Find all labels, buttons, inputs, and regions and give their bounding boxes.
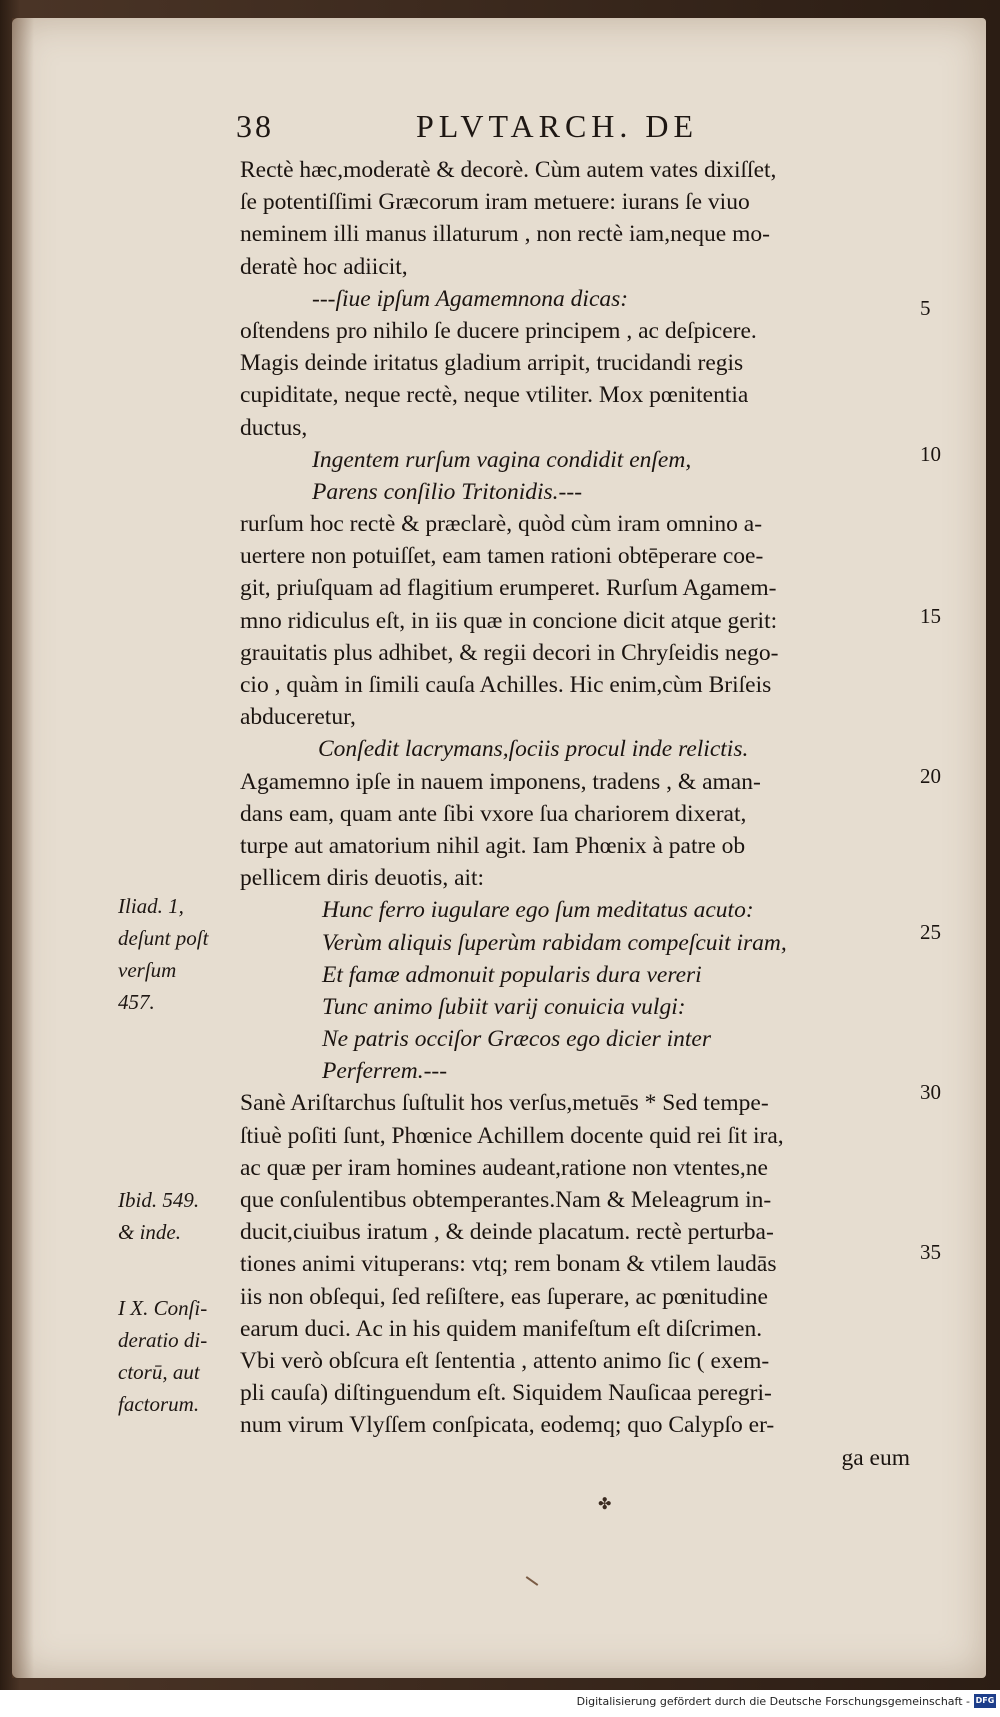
margin-note-line: verſum <box>118 958 177 982</box>
page-number: 38 <box>236 108 274 144</box>
text-line: que conſulentibus obtemperantes.Nam & Meleagrum in- <box>240 1187 772 1213</box>
text-line: tiones animi vituperans: vtq; rem bonam & vtilem laudās <box>240 1251 777 1278</box>
text-line: pellicem diris deuotis, ait: <box>240 865 485 892</box>
text-line: pli cauſa) diſtinguendum eſt. Siquidem Nauſicaa peregri- <box>240 1380 772 1407</box>
margin-note <box>118 1184 199 1248</box>
main-text <box>240 154 920 1474</box>
text-line: Magis deinde iritatus gladium arripit, trucidandi regis <box>240 350 744 377</box>
dfg-logo-icon: DFG <box>974 1694 996 1708</box>
text-line: ducit,ciuibus iratum , & deinde placatum. rectè perturba- <box>240 1219 774 1246</box>
line-number: 25 <box>920 920 941 944</box>
text-line: mno ridiculus eſt, in iis quæ in concione dicit atque gerit: <box>240 607 778 634</box>
line-number: 20 <box>920 764 941 788</box>
text-line: num virum Vlyſſem conſpicata, eodemq; quo Calypſo er- <box>240 1412 775 1439</box>
margin-note <box>118 1292 207 1420</box>
margin-note-line: deratio di- <box>118 1328 208 1352</box>
margin-note-line: ctorū, aut <box>118 1360 200 1384</box>
line-number: 30 <box>920 1080 941 1104</box>
text-line: abduceretur, <box>240 704 356 731</box>
verse-line: Ingentem rurſum vagina condidit enſem, <box>312 446 692 473</box>
text-line: neminem illi manus illaturum , non rectè iam,neque mo- <box>240 221 770 248</box>
footer-credit: Digitalisierung gefördert durch die Deutsche Forschungsgemeinschaft - <box>576 1695 970 1708</box>
margin-note-line: I X. Conſi- <box>118 1296 208 1320</box>
running-head <box>236 108 716 148</box>
text-line: Vbi verò obſcura eſt ſententia , attento animo ſic ( exem- <box>240 1347 770 1374</box>
text-line: ſtiuè poſiti ſunt, Phœnice Achillem docente quid rei ſit ira, <box>240 1122 784 1149</box>
text-line: deratè hoc adiicit, <box>240 253 408 280</box>
text-line: Rectè hæc,moderatè & decorè. Cùm autem vates dixiſſet, <box>240 157 777 183</box>
verse-line: Ne patris occiſor Græcos ego dicier inter <box>322 1026 712 1053</box>
line-number: 5 <box>920 296 931 320</box>
line-number: 35 <box>920 1240 941 1264</box>
text-line: cupiditate, neque rectè, neque vtiliter. Mox pœnitentia <box>240 382 749 409</box>
text-line: iis non obſequi, ſed reſiſtere, eas ſuperare, ac pœnitudine <box>240 1283 768 1310</box>
printer-ornament-icon: ✤ <box>598 1496 612 1513</box>
verse-line: Perferrem.--- <box>322 1058 448 1085</box>
text-line: turpe aut amatorium nihil agit. Iam Phœnix à patre ob <box>240 832 746 859</box>
line-number: 15 <box>920 604 941 628</box>
catchword-line: ga eum <box>841 1444 910 1471</box>
text-line: uertere non potuiſſet, eam tamen rationi obtēperare coe- <box>240 543 764 570</box>
text-line: earum duci. Ac in his quidem manifeſtum eſt diſcrimen. <box>240 1315 763 1342</box>
text-line: cio , quàm in ſimili cauſa Achilles. Hic enim,cùm Briſeis <box>240 672 772 698</box>
verse-line: Et famæ admonuit popularis dura vereri <box>322 961 702 988</box>
text-line: oſtendens pro nihilo ſe ducere principem , ac deſpicere. <box>240 317 757 344</box>
margin-note <box>118 890 208 1018</box>
line-number: 10 <box>920 442 941 466</box>
margin-note-line: Iliad. 1, <box>118 894 184 918</box>
text-line: ac quæ per iram homines audeant,ratione non vtentes,ne <box>240 1154 768 1181</box>
text-line: rurſum hoc rectè & præclarè, quòd cùm iram omnino a- <box>240 511 763 538</box>
margin-note-line: factorum. <box>118 1392 200 1416</box>
text-line: Agamemno ipſe in nauem imponens, tradens , & aman- <box>240 768 761 795</box>
margin-note-line: 457. <box>118 990 155 1014</box>
verse-line: Tunc animo ſubiit varij conuicia vulgi: <box>322 993 686 1020</box>
text-line: ductus, <box>240 414 308 441</box>
text-line: dans eam, quam ante ſibi vxore ſua chariorem dixerat, <box>240 800 747 827</box>
text-line: ſe potentiſſimi Græcorum iram metuere: iurans ſe viuo <box>240 189 750 216</box>
verse-line: Conſedit lacrymans,ſociis procul inde relictis. <box>318 736 749 763</box>
text-line: grauitatis plus adhibet, & regii decori in Chryſeidis nego- <box>240 639 779 666</box>
verse-line: ---ſiue ipſum Agamemnona dicas: <box>312 285 629 312</box>
margin-note-line: & inde. <box>118 1220 181 1244</box>
text-line: git, priuſquam ad flagitium erumperet. Rurſum Agamem- <box>240 575 777 602</box>
margin-note-line: deſunt poſt <box>118 926 209 950</box>
verse-line: Hunc ferro iugulare ego ſum meditatus acuto: <box>322 897 754 924</box>
margin-note-line: Ibid. 549. <box>118 1188 200 1212</box>
running-title: PLVTARCH. DE <box>416 108 699 144</box>
verse-line: Verùm aliquis ſuperùm rabidam compeſcuit iram, <box>322 929 787 956</box>
verse-line: Parens conſilio Tritonidis.--- <box>312 478 583 505</box>
text-line: Sanè Ariſtarchus ſuſtulit hos verſus,metuēs * Sed tempe- <box>240 1090 769 1117</box>
